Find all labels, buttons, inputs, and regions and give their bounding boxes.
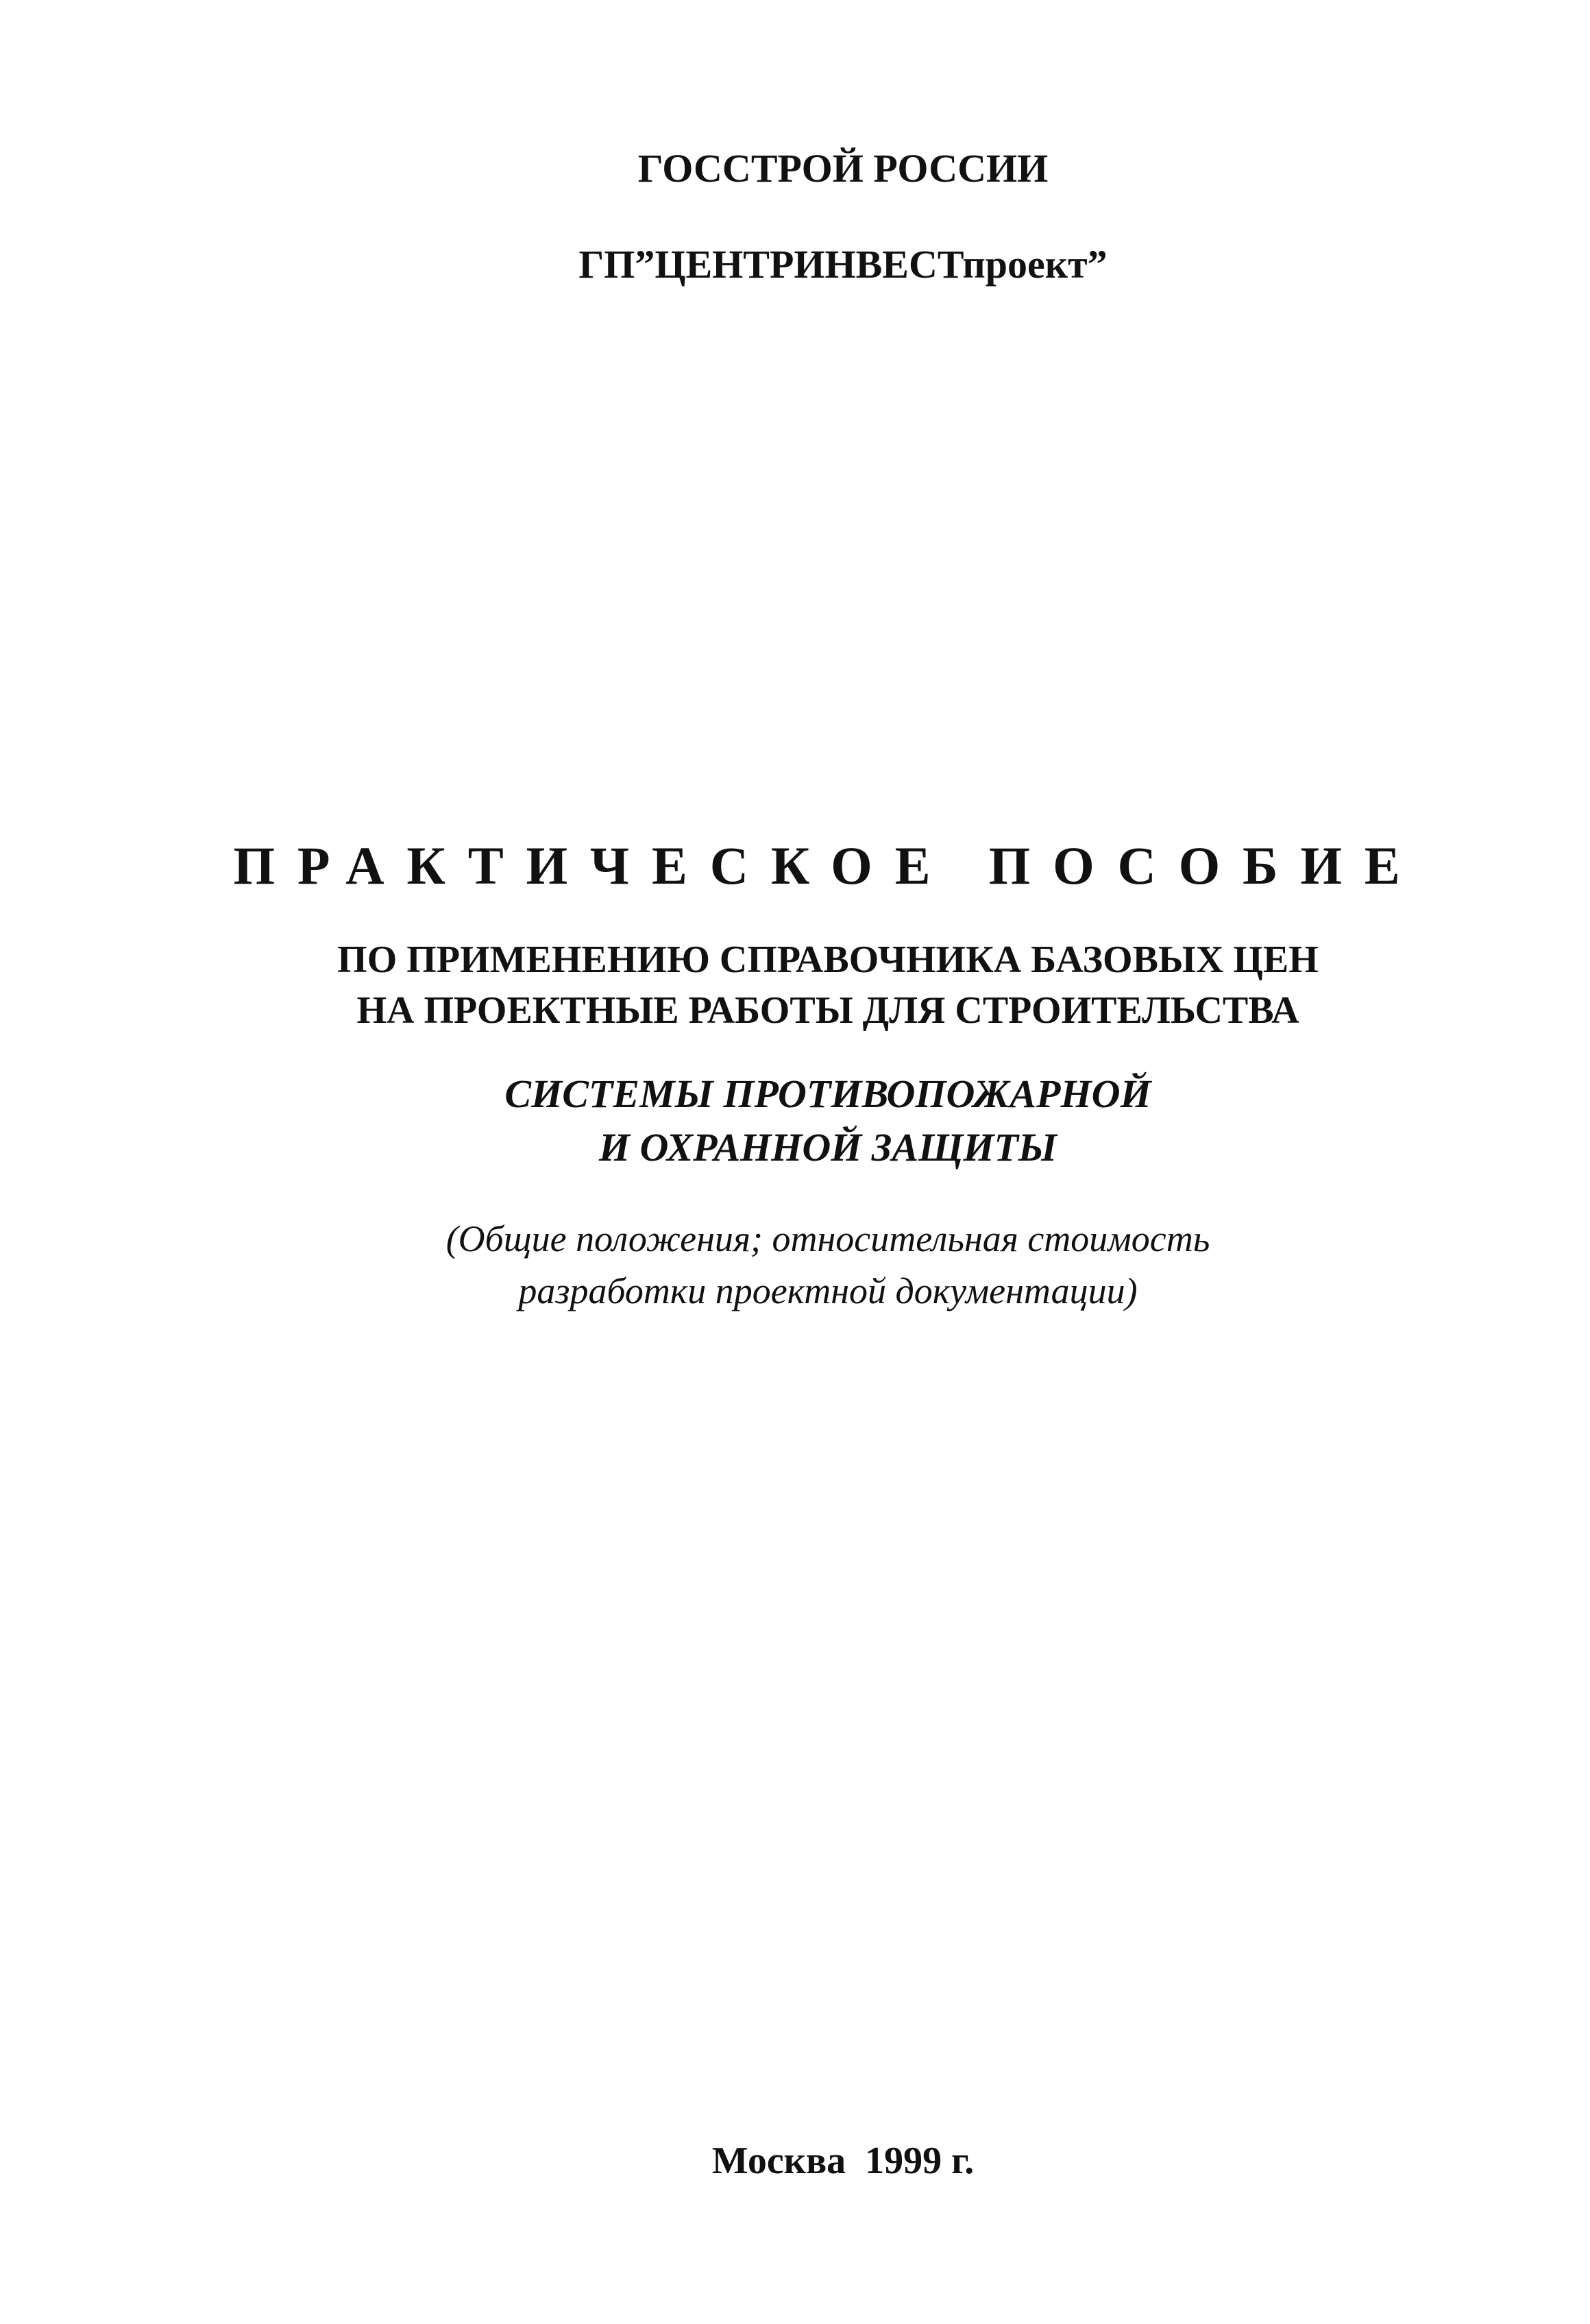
topic-line1: СИСТЕМЫ ПРОТИВОПОЖАРНОЙ [504, 1072, 1151, 1116]
scope-note-line1: (Общие положения; относительная стоимость [445, 1218, 1210, 1259]
scope-note-line2: разработки проектной документации) [518, 1270, 1138, 1311]
topic-line2: И ОХРАННОЙ ЗАЩИТЫ [598, 1125, 1057, 1170]
document-subtitle-line1: ПО ПРИМЕНЕНИЮ СПРАВОЧНИКА БАЗОВЫХ ЦЕН [337, 939, 1319, 981]
document-title: ПРАКТИЧЕСКОЕ ПОСОБИЕ [233, 836, 1423, 895]
document-subtitle-line2: НА ПРОЕКТНЫЕ РАБОТЫ ДЛЯ СТРОИТЕЛЬСТВА [356, 989, 1299, 1032]
organization-name: ГОССТРОЙ РОССИИ [637, 146, 1049, 191]
institute-name: ГП”ЦЕНТРИНВЕСТпроект” [578, 242, 1108, 287]
place-and-year: Москва 1999 г. [711, 2140, 975, 2182]
